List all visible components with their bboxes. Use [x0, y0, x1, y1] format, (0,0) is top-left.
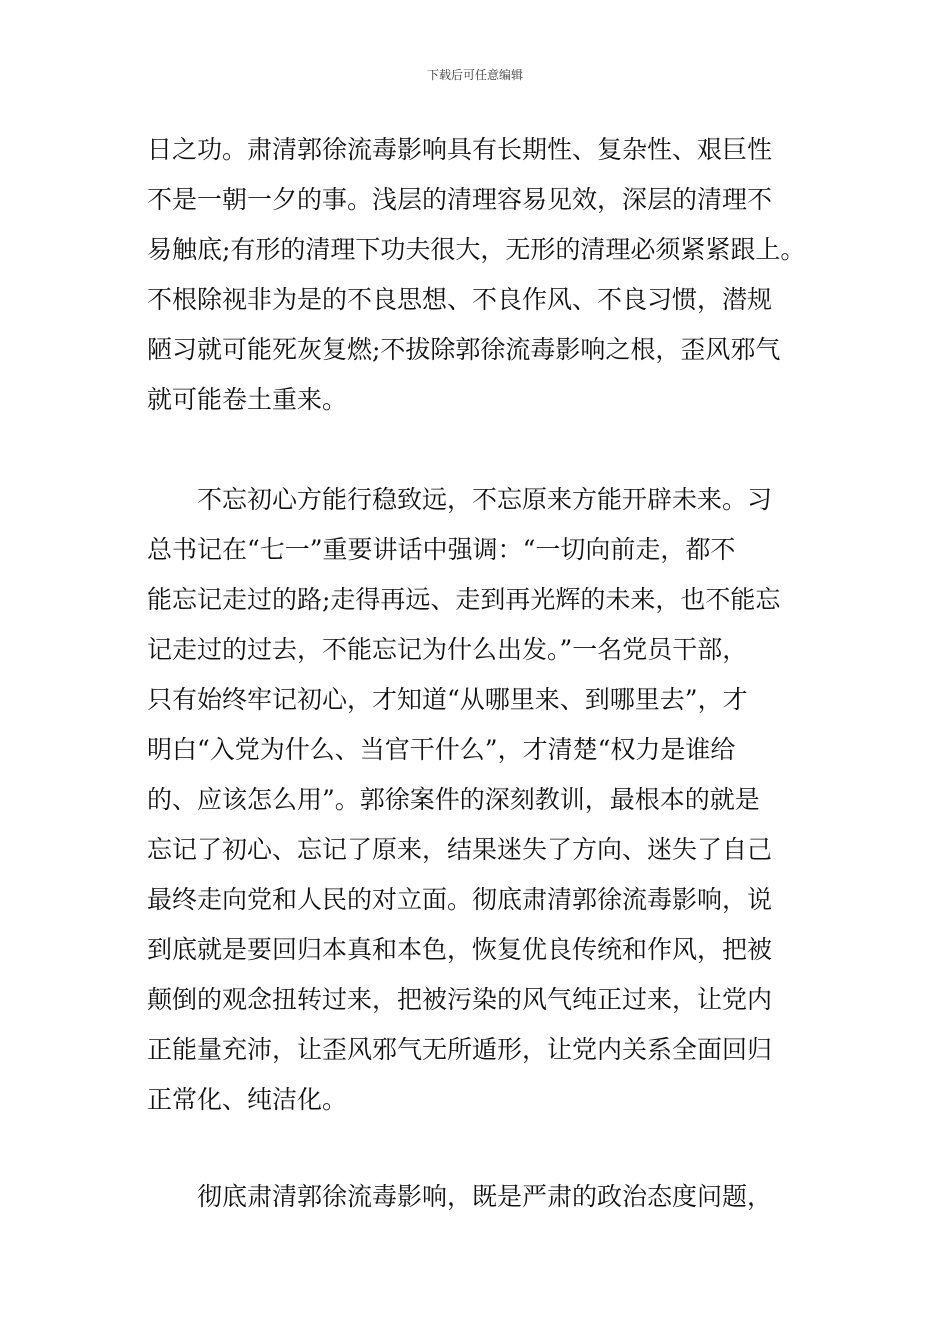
- text-line: 记走过的过去，不能忘记为什么出发。”一名党员干部，: [147, 635, 748, 664]
- text-line: 最终走向党和人民的对立面。彻底肃清郭徐流毒影响，说: [147, 885, 773, 914]
- text-line: 的、应该怎么用”。郭徐案件的深刻教训，最根本的就是: [147, 785, 760, 814]
- text-line: 就可能卷土重来。: [147, 385, 348, 414]
- text-line: 日之功。肃清郭徐流毒影响具有长期性、复杂性、艰巨性: [147, 135, 773, 164]
- text-line: 明白“入党为什么、当官干什么”，才清楚“权力是谁给: [147, 735, 736, 764]
- paragraph-2: [147, 475, 817, 1125]
- text-line: 彻底肃清郭徐流毒影响，既是严肃的政治态度问题，: [147, 1182, 773, 1211]
- text-line: 能忘记走过的路;走得再远、走到再光辉的未来，也不能忘: [147, 585, 781, 614]
- page-header: 下载后可任意编辑: [426, 68, 523, 82]
- text-line: 只有始终牢记初心，才知道“从哪里来、到哪里去”，才: [147, 685, 748, 714]
- text-line: 正常化、纯洁化。: [147, 1085, 348, 1114]
- text-line: 忘记了初心、忘记了原来，结果迷失了方向、迷失了自己: [147, 835, 773, 864]
- text-line: 不根除视非为是的不良思想、不良作风、不良习惯，潜规: [147, 285, 773, 314]
- text-line: 颠倒的观念扭转过来，把被污染的风气纯正过来，让党内: [147, 985, 773, 1014]
- text-line: 正能量充沛，让歪风邪气无所遁形，让党内关系全面回归: [147, 1035, 773, 1064]
- text-line: 不忘初心方能行稳致远，不忘原来方能开辟未来。习: [147, 485, 773, 514]
- paragraph-3: [147, 1172, 817, 1222]
- text-line: 不是一朝一夕的事。浅层的清理容易见效，深层的清理不: [147, 185, 773, 214]
- text-line: 到底就是要回归本真和本色，恢复优良传统和作风，把被: [147, 935, 773, 964]
- text-line: 总书记在“七一”重要讲话中强调：“一切向前走，都不: [147, 535, 736, 564]
- paragraph-1: [147, 125, 817, 425]
- text-line: 陋习就可能死灰复燃;不拔除郭徐流毒影响之根，歪风邪气: [147, 335, 781, 364]
- text-line: 易触底;有形的清理下功夫很大，无形的清理必须紧紧跟上。: [147, 235, 806, 264]
